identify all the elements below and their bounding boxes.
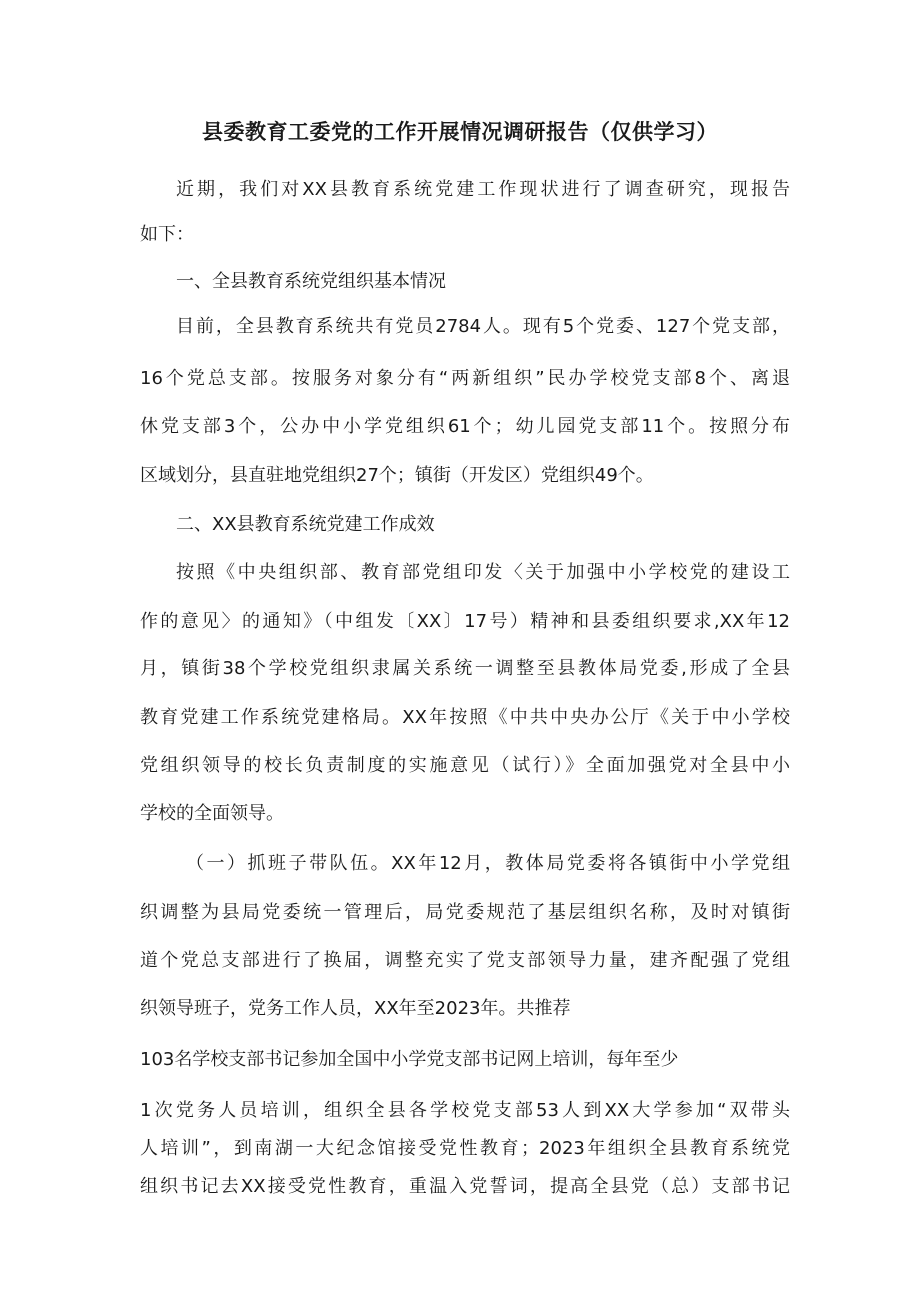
paragraph-line: 党组织领导的校长负责制度的实施意见（试行）》全面加强党对全县中小: [140, 755, 790, 776]
paragraph-line: 按照《中央组织部、教育部党组印发〈关于加强中小学校党的建设工: [176, 562, 790, 583]
paragraph-line: 道个党总支部进行了换届，调整充实了党支部领导力量，建齐配强了党组: [140, 950, 790, 971]
paragraph-line: 16个党总支部。按服务对象分有“两新组织”民办学校党支部8个、离退: [140, 368, 790, 389]
document-title: 县委教育工委党的工作开展情况调研报告（仅供学习）: [202, 120, 718, 144]
paragraph-line: 区域划分，县直驻地党组织27个；镇街（开发区）党组织49个。: [140, 465, 654, 486]
paragraph-line: 作的意见〉的通知》（中组发〔XX〕17号）精神和县委组织要求,XX年12: [140, 611, 790, 632]
paragraph-line: 目前，全县教育系统共有党员2784人。现有5个党委、127个党支部，: [176, 316, 790, 337]
paragraph-line: 月，镇街38个学校党组织隶属关系统一调整至县教体局党委,形成了全县: [140, 658, 790, 679]
section-heading: 一、全县教育系统党组织基本情况: [176, 271, 446, 292]
paragraph-line: （一）抓班子带队伍。XX年12月，教体局党委将各镇街中小学党组: [186, 853, 790, 874]
paragraph-line: 织调整为县局党委统一管理后，局党委规范了基层组织名称，及时对镇街: [140, 902, 790, 923]
paragraph-line: 组织书记去XX接受党性教育，重温入党誓词，提高全县党（总）支部书记: [140, 1176, 790, 1197]
paragraph-line: 学校的全面领导。: [140, 803, 284, 824]
paragraph-line: 103名学校支部书记参加全国中小学党支部书记网上培训，每年至少: [140, 1049, 679, 1070]
paragraph-line: 1次党务人员培训，组织全县各学校党支部53人到XX大学参加“双带头: [140, 1100, 790, 1121]
paragraph-line: 人培训”，到南湖一大纪念馆接受党性教育；2023年组织全县教育系统党: [140, 1138, 790, 1159]
paragraph-line: 如下：: [140, 224, 194, 245]
paragraph-line: 教育党建工作系统党建格局。XX年按照《中共中央办公厅《关于中小学校: [140, 707, 790, 728]
paragraph-line: 织领导班子，党务工作人员，XX年至2023年。共推荐: [140, 998, 571, 1019]
paragraph-line: 休党支部3个，公办中小学党组织61个；幼儿园党支部11个。按照分布: [140, 416, 790, 437]
paragraph-line: 近期，我们对XX县教育系统党建工作现状进行了调查研究，现报告: [176, 179, 790, 200]
section-heading: 二、XX县教育系统党建工作成效: [176, 514, 435, 535]
